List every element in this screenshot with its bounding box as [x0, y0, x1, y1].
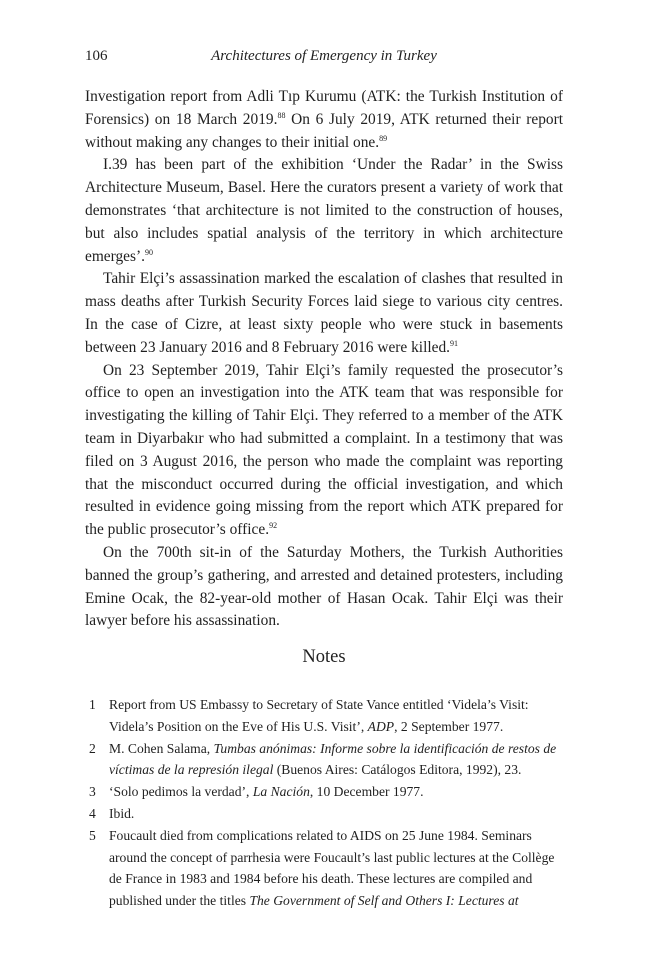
- note-text: [109, 741, 556, 778]
- note-item: [85, 781, 563, 803]
- text-run: , 10 December 1977.: [309, 784, 424, 800]
- italic-title: ADP: [367, 718, 395, 734]
- body-text: [85, 86, 563, 633]
- text-run: (Buenos Aires: Catálogos Editora, 1992), 23.: [273, 762, 522, 778]
- body-paragraph: [85, 86, 563, 154]
- footnote-ref: 90: [144, 247, 153, 257]
- note-number: 2: [89, 740, 96, 756]
- text-run: , 2 September 1977.: [394, 718, 504, 734]
- note-number: 3: [89, 784, 96, 800]
- note-text: [109, 784, 424, 799]
- note-number: 4: [89, 805, 96, 821]
- note-text: [109, 697, 529, 734]
- footnote-ref: 88: [277, 110, 286, 120]
- text-run: Ibid.: [109, 805, 135, 821]
- footnote-ref: 89: [379, 133, 388, 143]
- running-head: Architectures of Emergency in Turkey: [211, 48, 437, 64]
- page-header: [85, 48, 563, 68]
- notes-heading: Notes: [302, 647, 346, 667]
- body-paragraph: [85, 268, 563, 359]
- text-run: Investigation report from Adli Tıp Kurumu (ATK: the Turkish Institution of Forensics) on 18 March 2019.: [85, 88, 563, 128]
- note-text: [109, 806, 134, 821]
- note-item: [85, 694, 563, 738]
- text-run: Report from US Embassy to Secretary of State Vance entitled ‘Videla’s Visit: Videla’s Position on the Eve of His U.S. Visit’,: [109, 697, 529, 734]
- note-number: 5: [89, 827, 96, 843]
- text-run: Tahir Elçi’s assassination marked the escalation of clashes that resulted in mass deaths after Turkish Security Forces laid siege to various city centres. In the case of Cizre, at least sixty people who were stuck in basements between 23 January 2016 and 8 February 2016 were killed.: [85, 270, 563, 356]
- text-run: Foucault died from complications related to AIDS on 25 June 1984. Seminars around the concept of parrhesia were Foucault’s last public lectures at the Collège de France in 1983 and 1984 before his death. These lectures are compiled and published under the titles: [109, 827, 555, 909]
- italic-title: Tumbas anónimas: Informe sobre la identificación de restos de víctimas de la represión ilegal: [109, 740, 557, 778]
- note-item: [85, 825, 563, 912]
- italic-title: The Government of Self and Others I: Lectures at: [249, 893, 519, 909]
- notes-list: [85, 694, 563, 912]
- text-run: M. Cohen Salama,: [109, 740, 214, 756]
- text-run: On the 700th sit-in of the Saturday Mothers, the Turkish Authorities banned the group’s gathering, and arrested and detained protesters, including Emine Ocak, the 82-year-old mother of Hasan Ocak. Tahir Elçi was their lawyer before his assassination.: [85, 543, 563, 630]
- note-item: [85, 803, 563, 825]
- body-paragraph: [85, 542, 563, 633]
- text-run: I.39 has been part of the exhibition ‘Under the Radar’ in the Swiss Architecture Museum, Basel. Here the curators present a variety of work that demonstrates ‘that architecture is not limited to the construction of houses, but also includes spatial analysis of the territory in which architecture emerges’.: [85, 156, 563, 265]
- body-paragraph: [85, 154, 563, 268]
- text-run: ‘Solo pedimos la verdad’,: [109, 784, 253, 800]
- footnote-ref: 92: [269, 521, 278, 531]
- text-run: On 23 September 2019, Tahir Elçi’s family requested the prosecutor’s office to open an investigation into the ATK team that was responsible for investigating the killing of Tahir Elçi. They referred to a member of the ATK team in Diyarbakır who had submitted a complaint. In a testimony that was filed on 3 August 2016, the person who made the complaint was reporting that the misconduct occurred during the official investigation, and which resulted in evidence going missing from the report which ATK prepared for the public prosecutor’s office.: [85, 361, 563, 539]
- page-number: 106: [85, 48, 108, 64]
- footnote-ref: 91: [450, 338, 458, 348]
- note-number: 1: [89, 697, 96, 712]
- italic-title: La Nación: [252, 784, 310, 800]
- text-run: On 6 July 2019, ATK returned their report without making any changes to their initial one.: [85, 110, 563, 151]
- note-item: [85, 738, 563, 782]
- body-paragraph: [85, 360, 563, 542]
- note-text: [109, 828, 554, 908]
